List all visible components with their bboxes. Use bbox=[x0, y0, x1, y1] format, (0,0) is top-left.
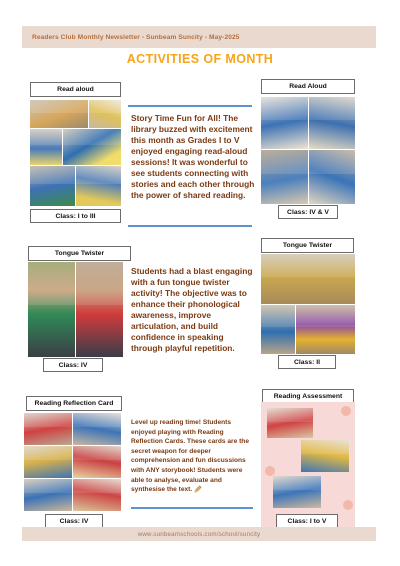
peach-decoration-icon bbox=[265, 466, 275, 476]
read-aloud-right-class-label: Class: IV & V bbox=[278, 205, 338, 219]
read-aloud-description: Story Time Fun for All! The library buzzed with excitement this month as Grades I to V enjoyed engaging read-aloud sessions! It was wonderful to see students connecting with stories and each other through the power of shared reading. bbox=[131, 113, 255, 200]
tongue-twister-left-class-label: Class: IV bbox=[43, 358, 103, 372]
reading-assessment-right-label: Reading Assessment bbox=[262, 389, 354, 404]
reading-reflection-description bbox=[131, 418, 256, 495]
reading-reflection-left-photo bbox=[24, 413, 121, 511]
section-1-top-rule bbox=[128, 105, 252, 107]
reading-reflection-left-class-label: Class: IV bbox=[45, 514, 103, 528]
tongue-twister-right-label: Tongue Twister bbox=[261, 238, 354, 253]
read-aloud-left-label: Read aloud bbox=[30, 82, 121, 97]
school-website-link[interactable]: www.sunbeamschools.com/school/suncity bbox=[137, 530, 261, 538]
read-aloud-left-class-label: Class: I to III bbox=[30, 209, 121, 223]
reading-assessment-photo-panel bbox=[261, 402, 355, 530]
reading-reflection-description-text: Level up reading time! Students enjoyed playing with Reading Reflection Cards. These cards are the secret weapon for deeper comprehension and fun discussions with ANY storybook! Students were able to analyse, evaluate and synthesise the text. bbox=[131, 419, 249, 494]
section-3-bottom-rule bbox=[131, 507, 253, 509]
section-1-bottom-rule bbox=[128, 225, 252, 227]
read-aloud-left-photo bbox=[30, 100, 121, 206]
reading-reflection-left-label: Reading Reflection Card bbox=[26, 396, 122, 411]
newsletter-footer-bar bbox=[22, 527, 376, 541]
reading-assessment-photo-2 bbox=[301, 440, 349, 472]
peach-decoration-icon bbox=[341, 406, 351, 416]
tongue-twister-right-photo bbox=[261, 254, 355, 354]
pencil-icon bbox=[194, 485, 202, 493]
newsletter-header-text: Readers Club Monthly Newsletter - Sunbeam Suncity - May-2025 bbox=[32, 33, 240, 41]
reading-assessment-right-class-label: Class: I to V bbox=[276, 514, 338, 528]
read-aloud-right-photo bbox=[261, 97, 355, 204]
peach-decoration-icon bbox=[343, 500, 353, 510]
newsletter-header-bar bbox=[22, 26, 376, 48]
page-title: ACTIVITIES OF MONTH bbox=[126, 52, 274, 66]
tongue-twister-description: Students had a blast engaging with a fun tongue twister activity! The objective was to enhance their phonological awareness, improve articulation, and build confidence in speaking through playful repetition. bbox=[131, 266, 253, 353]
tongue-twister-left-label: Tongue Twister bbox=[28, 246, 131, 261]
reading-assessment-photo-3 bbox=[273, 476, 321, 508]
tongue-twister-right-class-label: Class: II bbox=[278, 355, 336, 369]
tongue-twister-left-photo bbox=[28, 262, 123, 357]
reading-assessment-photo-1 bbox=[267, 408, 313, 438]
read-aloud-right-label: Read Aloud bbox=[261, 79, 355, 94]
